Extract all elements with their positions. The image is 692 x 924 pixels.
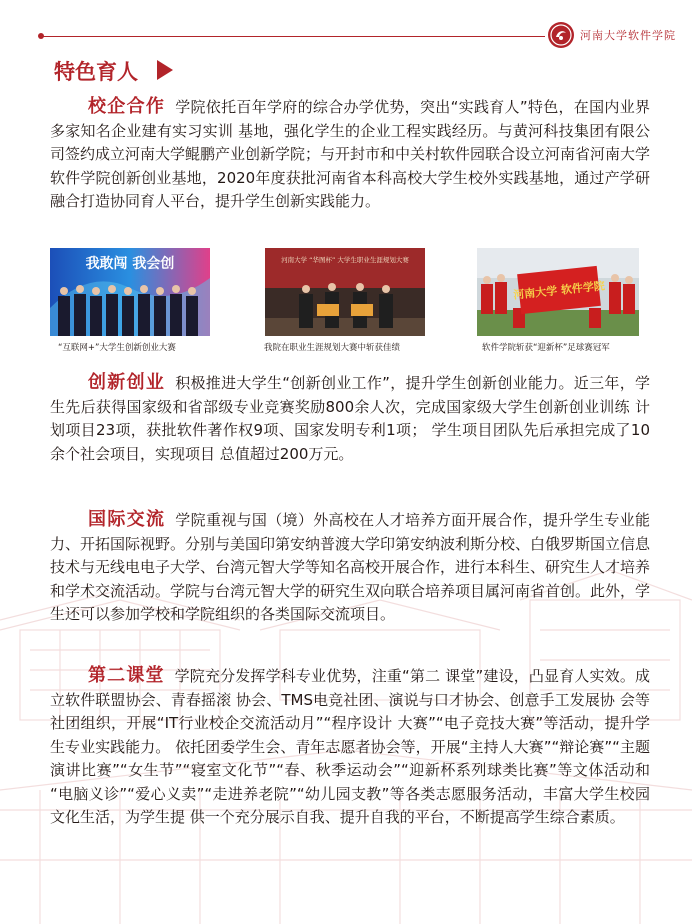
photo-career-contest-image xyxy=(265,248,425,336)
photo-banner-text: 河南大学 “华图杯” 大学生职业生涯规划大赛 xyxy=(281,256,409,264)
photo-football-champions-image xyxy=(477,248,639,336)
paragraph-text: 学院依托百年学府的综合办学优势，突出“实践育人”特色，在国内业界多家知名企业建有实习实训 基地，强化学生的企业工程实践经历。与黄河科技集团有限公司签约成立河南大学鲲鹏产业创新学院；与开封市和中关村软件园联合设立河南省河南大学软件学院创新创业基地，2020年度获批河南省本科高校大学生校外实践基地，通过产学研融合打造协同育人平台，提升学生创新实践能力。 xyxy=(50,98,651,210)
paragraph-international xyxy=(50,508,650,627)
paragraph-lead: 校企合作 xyxy=(88,96,166,117)
paragraph-innovation xyxy=(50,371,650,466)
paragraph-school-enterprise xyxy=(50,95,650,214)
photo-caption: 我院在职业生涯规划大赛中斩获佳绩 xyxy=(264,343,401,353)
photo-banner-text: 我敢闯 我会创 xyxy=(85,256,175,272)
header-rule xyxy=(40,36,545,37)
photo-football-champions xyxy=(477,248,639,336)
paragraph-lead: 创新创业 xyxy=(88,372,166,393)
photo-innovation-contest-image xyxy=(50,248,210,336)
school-name: 河南大学软件学院 xyxy=(580,29,676,42)
photo-banner-text: 河南大学 软件学院 xyxy=(512,279,606,302)
section-title: 特色育人 xyxy=(54,60,138,84)
school-seal-icon xyxy=(547,21,575,49)
photo-career-contest xyxy=(265,248,425,336)
photo-caption: 软件学院斩获“迎新杯”足球赛冠军 xyxy=(482,343,610,353)
section-arrow-icon xyxy=(157,60,173,80)
paragraph-text: 学院充分发挥学科专业优势，注重“第二 课堂”建设，凸显育人实效。成立软件联盟协会、青春摇滚 协会、TMS电竞社团、演说与口才协会、创意手工发展协 会等社团组织，开展“IT行业校企交流活动月”“程序设计 大赛”“电子竞技大赛”等活动，提升学生专业实践能力。 依托团委学生会、青年志愿者协会等，开展“主持人大赛”“辩论赛”“主题演讲比赛”“女生节”“寝室文化节”“春、秋季运动会”“迎新杯系列球类比赛”等文体活动和 “电脑义诊”“爱心义卖”“走进养老院”“幼儿园支教”等各类志愿服务活动，丰富大学生校园文化生活，为学生提 供一个充分展示自我、提升自我的平台，不断提高学生综合素质。 xyxy=(50,667,650,826)
paragraph-text: 学院重视与国（境）外高校在人才培养方面开展合作，提升学生专业能力、开拓国际视野。分别与美国印第安纳普渡大学印第安纳波利斯分校、白俄罗斯国立信息技术与无线电电子大学、台湾元智大学等知名高校开展合作，进行本科生、研究生人才培养和学术交流活动。学院与台湾元智大学的研究生双向联合培养项目属河南省首创。此外，学生还可以参加学校和学院组织的各类国际交流项目。 xyxy=(50,511,651,623)
photo-innovation-contest xyxy=(50,248,210,336)
paragraph-lead: 第二课堂 xyxy=(88,665,165,686)
paragraph-lead: 国际交流 xyxy=(88,509,166,530)
paragraph-text: 积极推进大学生“创新创业工作”，提升学生创新创业能力。近三年，学生先后获得国家级和省部级专业竞赛奖励800余人次，完成国家级大学生创新创业训练 计划项目23项，获批软件著作权9项、国家发明专利1项； 学生项目团队先后承担完成了10余个社会项目，实现项目 总值超过200万元。 xyxy=(50,374,651,463)
paragraph-second-classroom xyxy=(50,664,650,830)
photo-caption: “互联网+”大学生创新创业大赛 xyxy=(58,343,176,353)
